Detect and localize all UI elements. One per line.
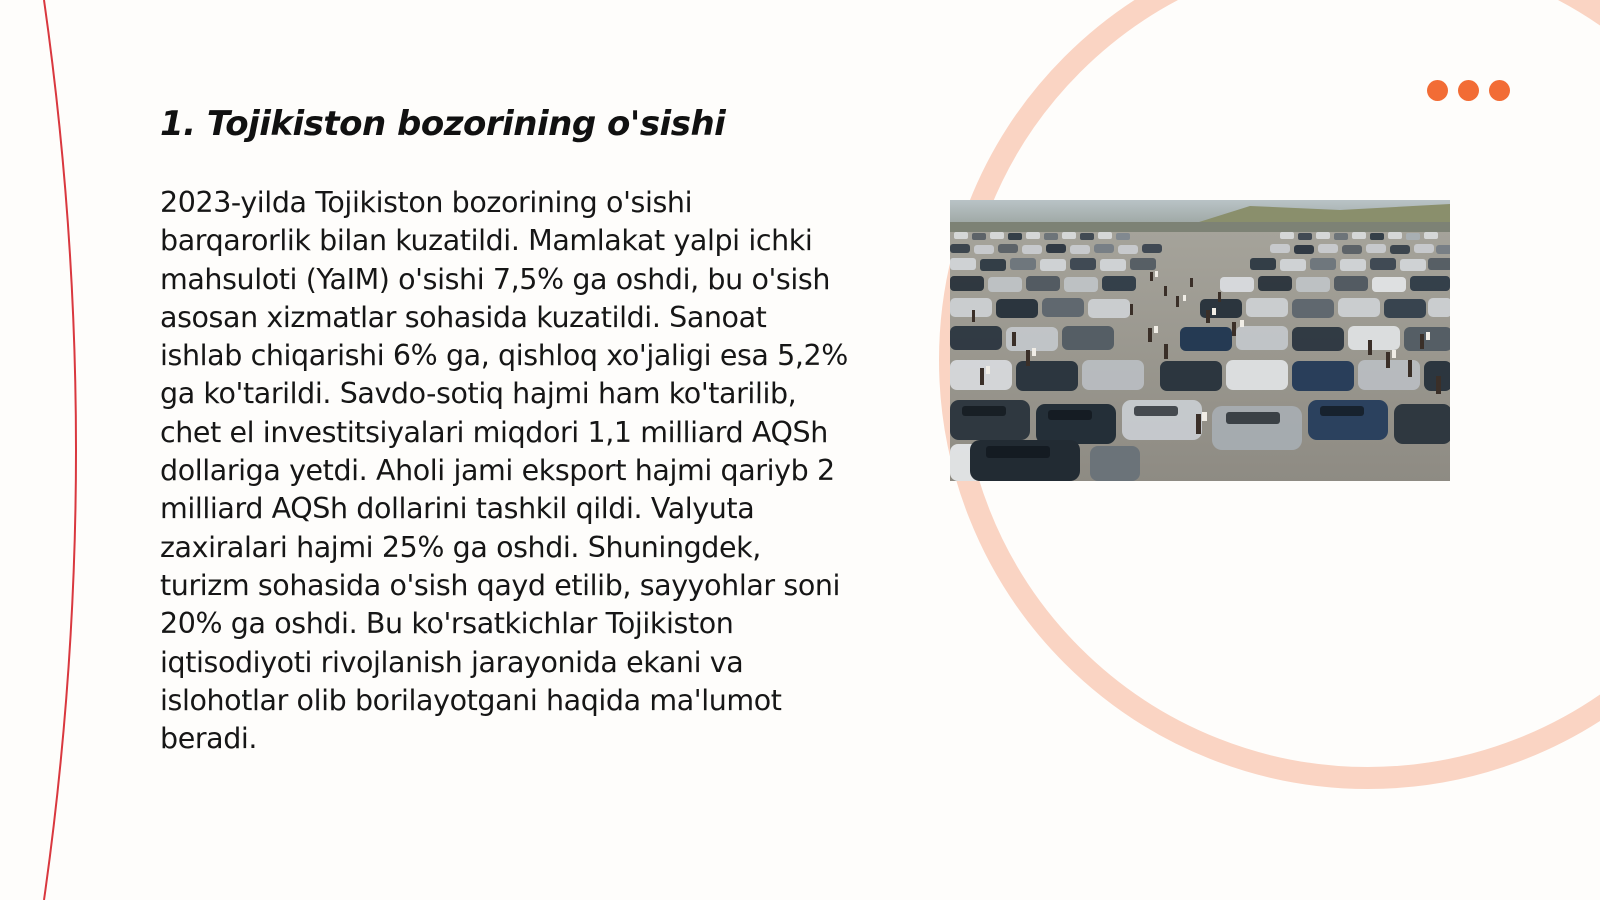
dot-icon [1489, 80, 1510, 101]
dot-icon [1458, 80, 1479, 101]
slide-title: 1. Tojikiston bozorining o'sishi [160, 104, 726, 144]
photo-illustration [950, 200, 1450, 481]
car-market-photo [950, 200, 1450, 481]
slide-body-text: 2023-yilda Tojikiston bozorining o'sishi barqarorlik bilan kuzatildi. Mamlakat yalpi ichki mahsuloti (YaIM) o'sishi 7,5% ga oshdi, bu o'sish asosan xizmatlar sohasida kuzatildi. Sanoat ishlab chiqarishi 6% ga, qishloq xo'jaligi esa 5,2% ga ko'tarildi. Savdo-sotiq hajmi ham ko'tarilib, chet el investitsiyalari miqdori 1,1 milliard AQSh dollariga yetdi. Aholi jami eksport hajmi qariyb 2 milliard AQSh dollarini tashkil qildi. Valyuta zaxiralari hajmi 25% ga oshdi. Shuningdek, turizm sohasida o'sish qayd etilib, sayyohlar soni 20% ga oshdi. Bu ko'rsatkichlar Tojikiston iqtisodiyoti rivojlanish jarayonida ekani va islohotlar olib borilayotgani haqida ma'lumot beradi. [160, 186, 848, 756]
dot-icon [1427, 80, 1448, 101]
menu-dots [1427, 80, 1510, 101]
left-arc-line [44, 0, 76, 900]
